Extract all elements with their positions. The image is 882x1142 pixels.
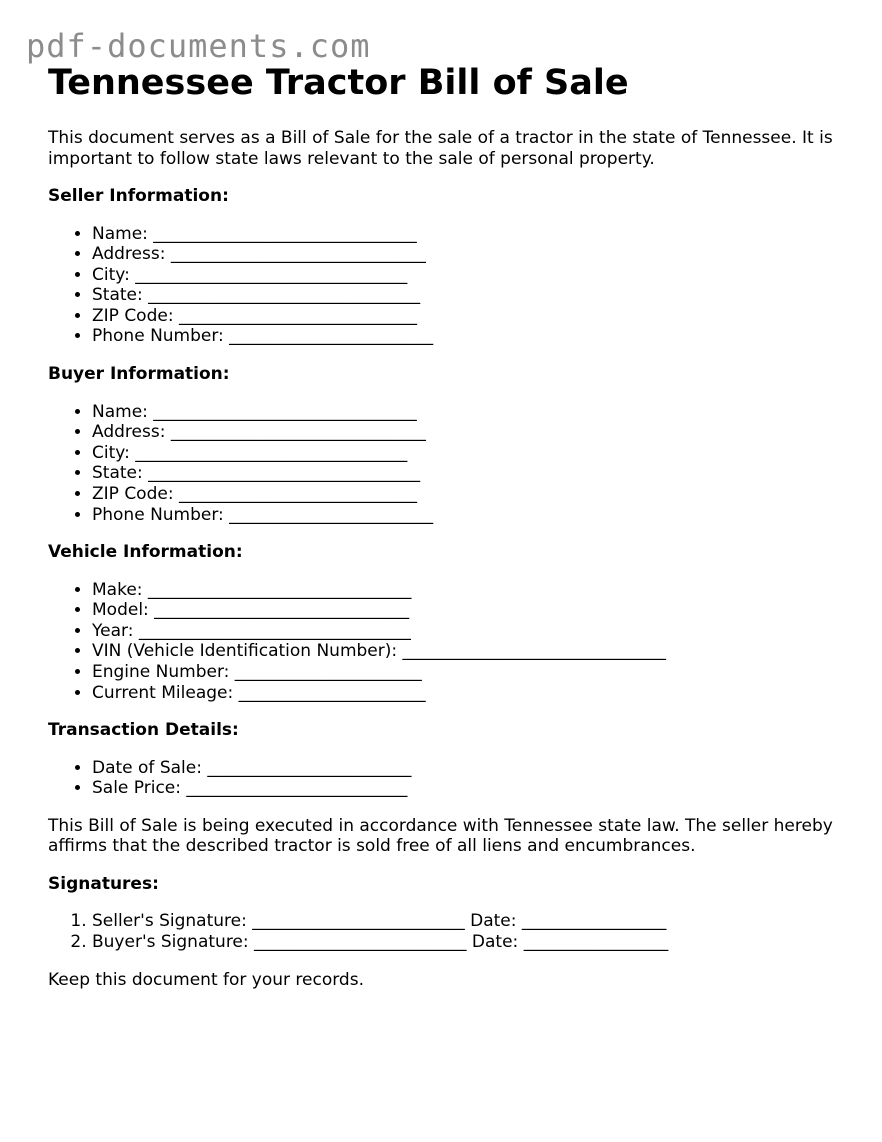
vehicle-vin-field: • VIN (Vehicle Identification Number): _______________________________: [92, 641, 848, 662]
seller-signature-field: 1. Seller's Signature: _________________________ Date: _________________: [92, 911, 848, 932]
buyer-name-field: • Name: _______________________________: [92, 402, 848, 423]
vehicle-make-field: • Make: _______________________________: [92, 580, 848, 601]
vehicle-heading: Vehicle Information:: [48, 542, 243, 563]
seller-zip-field: • ZIP Code: ____________________________: [92, 306, 848, 327]
vehicle-list: [48, 580, 848, 704]
seller-address-field: • Address: ______________________________: [92, 244, 848, 265]
watermark: pdf-documents.com: [26, 27, 371, 65]
seller-phone-field: • Phone Number: ________________________: [92, 326, 848, 347]
buyer-signature-field: 2. Buyer's Signature: _________________________ Date: _________________: [92, 932, 848, 953]
document-title: Tennessee Tractor Bill of Sale: [48, 63, 629, 103]
document-page: [48, 60, 848, 990]
seller-heading: Seller Information:: [48, 186, 229, 206]
vehicle-year-field: • Year: ________________________________: [92, 621, 848, 642]
buyer-list: [48, 402, 848, 526]
buyer-state-field: • State: ________________________________: [92, 463, 848, 484]
vehicle-engine-number-field: • Engine Number: ______________________: [92, 662, 848, 683]
seller-state-field: • State: ________________________________: [92, 285, 848, 306]
footer-note: Keep this document for your records.: [48, 969, 364, 990]
vehicle-model-field: • Model: ______________________________: [92, 600, 848, 621]
seller-list: [48, 224, 848, 348]
signatures-heading: Signatures:: [48, 873, 159, 894]
signatures-list: [48, 911, 848, 952]
buyer-heading: Buyer Information:: [48, 364, 230, 385]
intro-paragraph: This document serves as a Bill of Sale for the sale of a tractor in the state of Tennessee. It is important to follow state laws relevant to the sale of personal property.: [48, 128, 833, 169]
sale-price-field: • Sale Price: __________________________: [92, 778, 848, 799]
buyer-address-field: • Address: ______________________________: [92, 422, 848, 443]
seller-name-field: • Name: _______________________________: [92, 224, 848, 245]
buyer-phone-field: • Phone Number: ________________________: [92, 505, 848, 526]
transaction-heading: Transaction Details:: [48, 720, 239, 741]
buyer-city-field: • City: ________________________________: [92, 443, 848, 464]
buyer-zip-field: • ZIP Code: ____________________________: [92, 484, 848, 505]
transaction-list: [48, 758, 848, 799]
vehicle-mileage-field: • Current Mileage: ______________________: [92, 683, 848, 704]
date-of-sale-field: • Date of Sale: ________________________: [92, 758, 848, 779]
seller-city-field: • City: ________________________________: [92, 265, 848, 286]
affirmation-paragraph: This Bill of Sale is being executed in accordance with Tennessee state law. The seller hereby affirms that the described tractor is sold free of all liens and encumbrances.: [48, 815, 833, 857]
